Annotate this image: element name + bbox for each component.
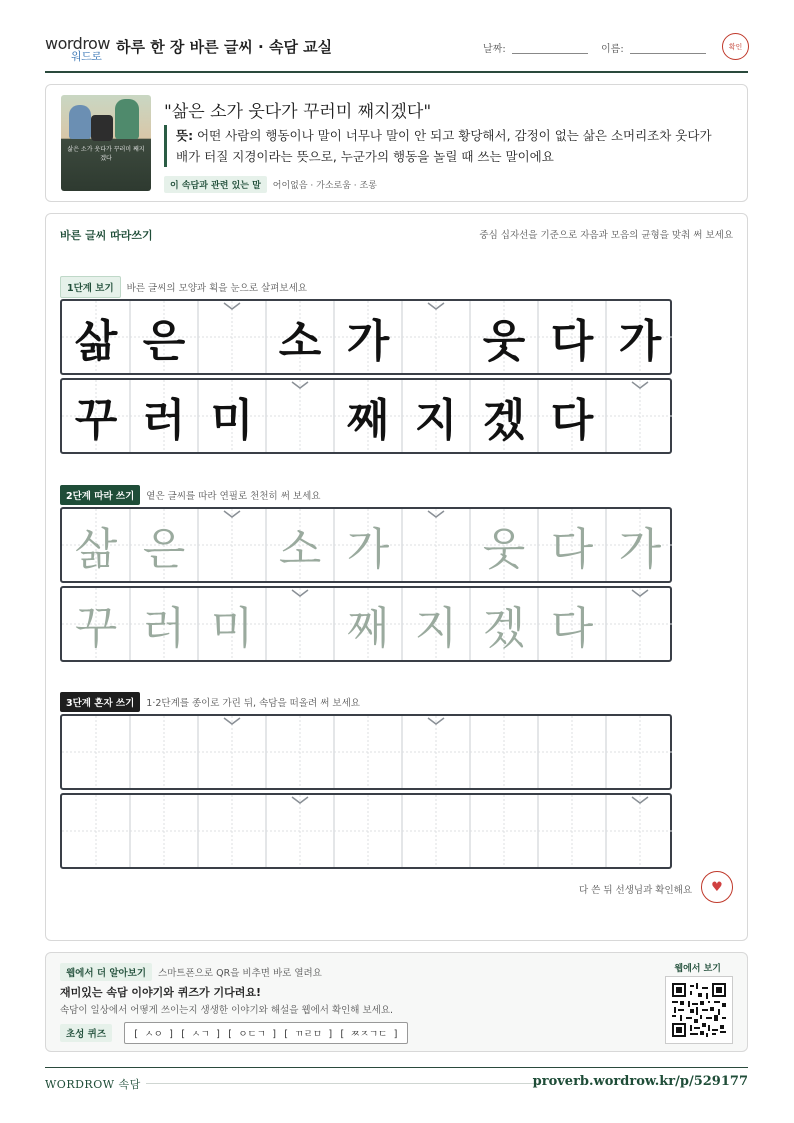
step3-desc: 1·2단계를 종이로 가린 뒤, 속담을 떠올려 써 보세요: [146, 698, 360, 709]
step1-row-1: [60, 299, 672, 375]
grid-character: 가: [618, 524, 662, 575]
grid-character: 다: [550, 603, 594, 654]
step3-row-2[interactable]: [60, 793, 672, 869]
space-marker-icon: [427, 716, 445, 726]
step2-desc: 옅은 글씨를 따라 연필로 천천히 써 보세요: [146, 491, 321, 502]
name-field[interactable]: [630, 53, 706, 54]
footer-rule: [146, 1083, 539, 1084]
grid-character: 러: [142, 395, 186, 446]
grid-character: 겠: [482, 395, 526, 446]
proverb-meaning: [164, 125, 724, 167]
step2-tag: 2단계 따라 쓰기: [60, 485, 140, 505]
grid-character: 미: [210, 395, 254, 446]
related-label: 이 속담과 관련 있는 말: [164, 176, 267, 193]
proverb-illustration: [61, 95, 151, 191]
grid-character: 째: [346, 395, 390, 446]
step3-header: [60, 692, 360, 712]
grid-character: 은: [142, 316, 186, 367]
grid-character: 가: [346, 316, 390, 367]
step3-row-1[interactable]: [60, 714, 672, 790]
space-marker-icon: [223, 716, 241, 726]
grid-character: 가: [618, 316, 662, 367]
step3-tag: 3단계 혼자 쓰기: [60, 692, 140, 712]
illustration-person-left: [69, 105, 91, 139]
step1-header: [60, 276, 307, 298]
related-words: [164, 176, 377, 193]
space-marker-icon: [291, 380, 309, 390]
meaning-label: 뜻:: [176, 128, 194, 143]
grid-character: 꾸: [74, 603, 118, 654]
done-note: 다 쓴 뒤 선생님과 확인해요: [578, 885, 692, 896]
space-marker-icon: [427, 509, 445, 519]
writing-grid: [62, 716, 674, 788]
qr-code-icon: [672, 983, 726, 1037]
grid-character: 가: [346, 524, 390, 575]
qr-code[interactable]: [665, 976, 733, 1044]
grid-character: 러: [142, 603, 186, 654]
footer-divider: [45, 1067, 748, 1068]
step1-tag: 1단계 보기: [60, 276, 121, 298]
proverb-title: "삶은 소가 웃다가 꾸러미 째지겠다": [164, 102, 432, 122]
grid-character: 지: [414, 395, 458, 446]
grid-character: 꾸: [74, 395, 118, 446]
space-marker-icon: [631, 380, 649, 390]
initial-quiz: [60, 1022, 408, 1044]
space-marker-icon: [631, 588, 649, 598]
grid-character: 웃: [482, 316, 526, 367]
space-marker-icon: [427, 301, 445, 311]
date-label: 날짜:: [483, 44, 506, 55]
wordrow-logo: [45, 34, 110, 63]
footer-url[interactable]: proverb.wordrow.kr/p/529177: [532, 1074, 748, 1089]
grid-character: 다: [550, 316, 594, 367]
grid-character: 다: [550, 395, 594, 446]
web-hint: 스마트폰으로 QR을 비추면 바로 열려요: [158, 968, 322, 979]
grid-character: 다: [550, 524, 594, 575]
related-list: 어이없음 · 가소로움 · 조롱: [272, 181, 377, 191]
grid-character: 째: [346, 603, 390, 654]
web-header: [60, 963, 322, 981]
web-promo-card: [45, 952, 748, 1052]
grid-character: 미: [210, 603, 254, 654]
stamp-text: 확인: [728, 42, 743, 51]
grid-character: 겠: [482, 603, 526, 654]
space-marker-icon: [223, 301, 241, 311]
illustration-chair: [91, 115, 113, 141]
logo-text: wordrow: [45, 34, 110, 53]
meaning-text: 어떤 사람의 행동이나 말이 너무나 말이 안 되고 황당해서, 감정이 없는 삶은 소머리조차 웃다가 배가 터질 지경이라는 뜻으로, 누군가의 행동을 놀릴 때 쓰는 말이에요: [176, 128, 712, 164]
quiz-label: 초성 퀴즈: [60, 1024, 112, 1042]
practice-title: 바른 글씨 따라쓰기: [60, 229, 153, 242]
grid-character: 은: [142, 524, 186, 575]
grid-character: 삶: [74, 524, 118, 575]
grid-character: 소: [278, 524, 322, 575]
step2-row-1[interactable]: [60, 507, 672, 583]
step2-row-2[interactable]: [60, 586, 672, 662]
grid-character: 웃: [482, 524, 526, 575]
web-title: 재미있는 속담 이야기와 퀴즈가 기다려요!: [60, 986, 261, 999]
grid-character: 지: [414, 603, 458, 654]
heart-stamp-icon: ♥: [701, 871, 733, 903]
quiz-box: [ ㅅㅇ ] [ ㅅㄱ ] [ ㅇㄷㄱ ] [ ㄲㄹㅁ ] [ ㅉㅈㄱㄷ ]: [124, 1022, 408, 1044]
page-header: [45, 30, 748, 73]
practice-note: 중심 십자선을 기준으로 자음과 모음의 균형을 맞춰 써 보세요: [479, 230, 733, 241]
space-marker-icon: [291, 588, 309, 598]
grid-character: 소: [278, 316, 322, 367]
grid-character: 삶: [74, 316, 118, 367]
step1-row-2: [60, 378, 672, 454]
name-label: 이름:: [601, 44, 624, 55]
logo-subtext: 워드로: [71, 50, 102, 63]
illustration-caption: 삶은 소가 웃다가 꾸러미 째지겠다: [67, 146, 145, 162]
space-marker-icon: [223, 509, 241, 519]
space-marker-icon: [291, 795, 309, 805]
qr-label: 웹에서 보기: [674, 964, 721, 974]
proverb-card: [45, 84, 748, 202]
footer-brand: WORDROW 속담: [45, 1078, 141, 1091]
step1-desc: 바른 글씨의 모양과 획을 눈으로 살펴보세요: [126, 283, 307, 294]
web-desc: 속담이 일상에서 어떻게 쓰이는지 생생한 이야기와 해설을 웹에서 확인해 보세요.: [60, 1005, 394, 1016]
illustration-person-right: [115, 99, 139, 139]
check-stamp-icon: [722, 33, 749, 60]
space-marker-icon: [631, 795, 649, 805]
page-title: 하루 한 장 바른 글씨 · 속담 교실: [116, 38, 333, 56]
date-field[interactable]: [512, 53, 588, 54]
writing-grid: [62, 795, 674, 867]
step2-header: [60, 485, 320, 505]
web-tag: 웹에서 더 알아보기: [60, 963, 152, 981]
